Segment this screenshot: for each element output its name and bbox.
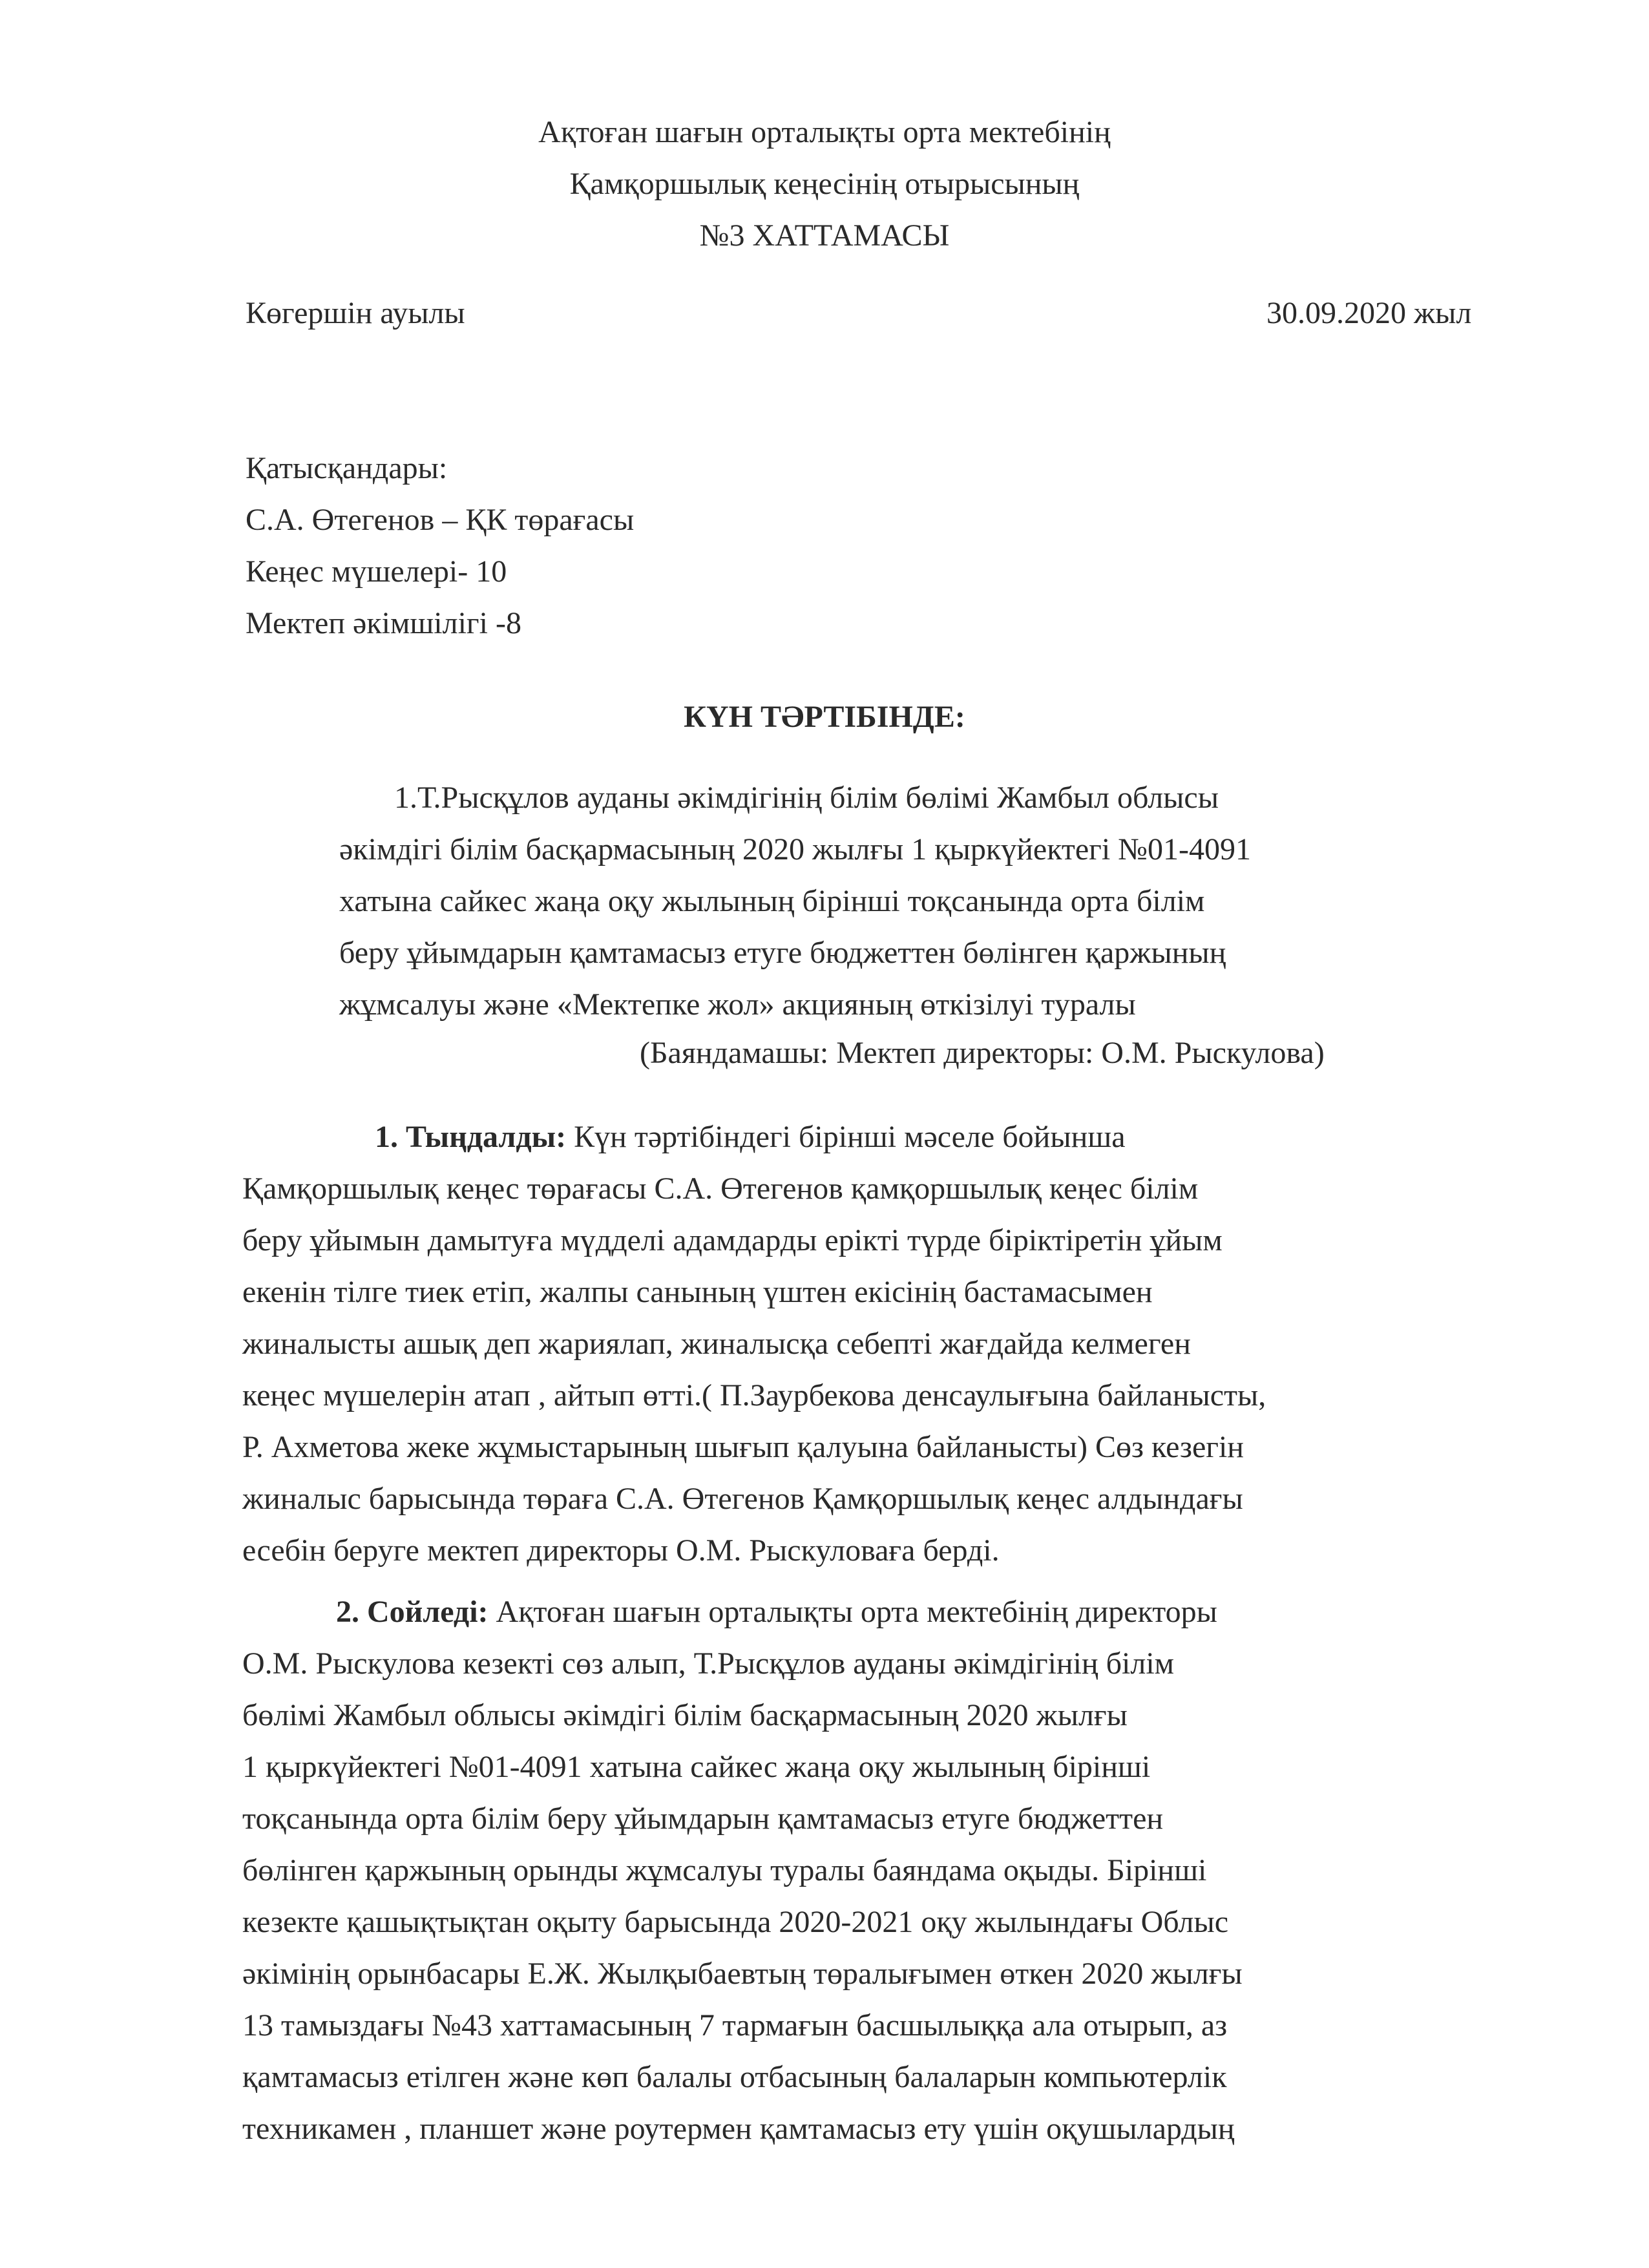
- section1-line: жиналыс барысында төраға С.А. Өтегенов Қамқоршылық кеңес алдындағы: [242, 1482, 1243, 1516]
- date: 30.09.2020 жыл: [1266, 296, 1472, 330]
- header-line-2: Қамқоршылық кеңесінің отырысының: [569, 167, 1080, 201]
- section2-first-line: [336, 1593, 1217, 1632]
- agenda-line: хатына сайкес жаңа оқу жылының бірінші тоқсанында орта білім: [339, 884, 1205, 918]
- place: Көгершін ауылы: [246, 296, 465, 330]
- section1-line: беру ұйымын дамытуға мүдделі адамдарды ерікті түрде біріктіретін ұйым: [242, 1223, 1223, 1257]
- section2-line: әкімінің орынбасары Е.Ж. Жылқыбаевтың төралығымен өткен 2020 жылғы: [242, 1957, 1243, 1991]
- section1-first-line: [375, 1118, 1126, 1157]
- section1-first-text: Күн тәртібіндегі бірінші мәселе бойынша: [574, 1120, 1126, 1154]
- attendees-chair: С.А. Өтегенов – ҚК төрағасы: [246, 503, 635, 537]
- section1-heading: 1. Тыңдалды:: [375, 1120, 567, 1154]
- section1-line: есебін беруге мектеп директоры О.М. Рыскуловаға берді.: [242, 1533, 1000, 1568]
- agenda-line: беру ұйымдарын қамтамасыз етуге бюджеттен бөлінген қаржының: [339, 936, 1226, 970]
- agenda-speaker: (Баяндамашы: Мектеп директоры: О.М. Рыскулова): [640, 1036, 1325, 1070]
- section2-heading: 2. Сойледі:: [336, 1595, 488, 1629]
- section1-line: екенін тілге тиек етіп, жалпы санының үштен екісінің бастамасымен: [242, 1275, 1153, 1309]
- section1-line: жиналысты ашық деп жариялап, жиналысқа себепті жағдайда келмеген: [242, 1327, 1191, 1361]
- section1-line: Қамқоршылық кеңес төрағасы С.А. Өтегенов қамқоршылық кеңес білім: [242, 1171, 1199, 1206]
- section2-line: 1 қыркүйектегі №01-4091 хатына сайкес жаңа оқу жылының бірінші: [242, 1750, 1151, 1784]
- header-line-1: Ақтоған шағын орталықты орта мектебінің: [538, 115, 1111, 149]
- attendees-admin: Мектеп әкімшілігі -8: [246, 606, 521, 640]
- section2-first-text: Ақтоған шағын орталықты орта мектебінің директоры: [496, 1595, 1217, 1629]
- agenda-line: 1.Т.Рысқұлов ауданы әкімдігінің білім бөлімі Жамбыл облысы: [394, 781, 1219, 815]
- agenda-line: әкімдігі білім басқармасының 2020 жылғы 1 қыркүйектегі №01-4091: [339, 832, 1251, 866]
- agenda-line: жұмсалуы және «Мектепке жол» акцияның өткізілуі туралы: [339, 987, 1136, 1022]
- section2-line: бөлімі Жамбыл облысы әкімдігі білім басқармасының 2020 жылғы: [242, 1698, 1128, 1732]
- section1-line: Р. Ахметова жеке жұмыстарының шығып қалуына байланысты) Сөз кезегін: [242, 1430, 1244, 1464]
- section2-line: 13 тамыздағы №43 хаттамасының 7 тармағын басшылыққа ала отырып, аз: [242, 2008, 1228, 2042]
- document-title: №3 ХАТТАМАСЫ: [699, 218, 950, 253]
- section2-line: О.М. Рыскулова кезекті сөз алып, Т.Рысқұлов ауданы әкімдігінің білім: [242, 1646, 1175, 1681]
- section2-line: тоқсанында орта білім беру ұйымдарын қамтамасыз етуге бюджеттен: [242, 1801, 1164, 1836]
- attendees-title: Қатысқандары:: [246, 451, 448, 485]
- section2-line: техникамен , планшет және роутермен қамтамасыз ету үшін оқушылардың: [242, 2112, 1235, 2146]
- attendees-council: Кеңес мүшелері- 10: [246, 554, 507, 589]
- section2-line: кезекте қашықтықтан оқыту барысында 2020-2021 оқу жылындағы Облыс: [242, 1905, 1229, 1939]
- agenda-title: КҮН ТӘРТІБІНДЕ:: [684, 700, 965, 734]
- section1-line: кеңес мүшелерін атап , айтып өтті.( П.Заурбекова денсаулығына байланысты,: [242, 1378, 1266, 1412]
- section2-line: қамтамасыз етілген және көп балалы отбасының балаларын компьютерлік: [242, 2060, 1227, 2094]
- section2-line: бөлінген қаржының орынды жұмсалуы туралы баяндама оқыды. Бірінші: [242, 1853, 1207, 1887]
